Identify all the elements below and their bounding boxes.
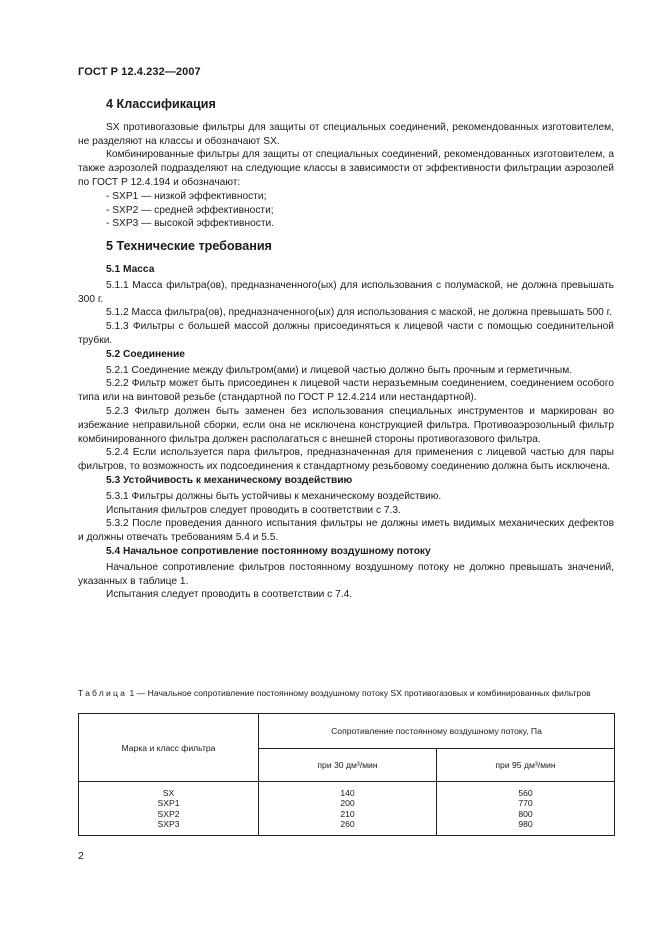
- resistance-value: 140: [340, 787, 355, 798]
- clause-5-2-2: 5.2.2 Фильтр может быть присоединен к лицевой части неразъемным соединением, соединением особого типа или на винтовой резьбе (стандартной по ГОСТ Р 12.4.214 или нестандартной).: [78, 378, 614, 404]
- section-4-paragraph-1: SX противогазовые фильтры для защиты от специальных соединений, рекомендованных изготовителем, не разделяют на классы и обозначают SX.: [78, 121, 614, 147]
- subsection-5-2-title: 5.2 Соединение: [106, 348, 185, 360]
- header-at-95: при 95 дм³/мин: [437, 749, 615, 782]
- subsection-5-4-title: 5.4 Начальное сопротивление постоянному воздушному потоку: [106, 545, 431, 557]
- header-airflow-resistance: Сопротивление постоянному воздушному потоку, Па: [259, 714, 615, 749]
- resistance-95-cell: [437, 782, 615, 836]
- clause-5-3-1: 5.3.1 Фильтры должны быть устойчивы к механическому воздействию.: [106, 490, 442, 502]
- filter-mark: SXP1: [157, 798, 180, 808]
- section-4-title: 4 Классификация: [106, 97, 216, 111]
- filter-mark: SXP3: [157, 819, 180, 829]
- clause-5-1-1: 5.1.1 Масса фильтра(ов), предназначенного(ых) для использования с полумаской, не должна превышать 300 г.: [78, 279, 614, 305]
- clause-5-2-4: 5.2.4 Если используется пара фильтров, предназначенная для применения с лицевой частью для пары фильтров, то возможность их подсоединения к стандартному резьбовому соединению должна быть исключена.: [78, 447, 614, 473]
- section-5-title: 5 Технические требования: [106, 239, 272, 254]
- filter-mark: SX: [162, 787, 175, 798]
- subsection-5-1-title: 5.1 Масса: [106, 263, 155, 275]
- resistance-value: 260: [340, 819, 355, 829]
- resistance-value: 200: [340, 798, 355, 808]
- clause-5-2-3: 5.2.3 Фильтр должен быть заменен без использования специальных инструментов и маркирован во избежание неправильной сборки, если она не исключена конструкцией фильтра. Противоаэрозольный фильтр комбинированного фильтра должен располагаться с внешней стороны противогазового фильтра.: [78, 405, 614, 445]
- resistance-value: 210: [340, 808, 355, 819]
- filter-mark: SXP2: [157, 808, 180, 819]
- table-caption-text: 1 — Начальное сопротивление постоянному воздушному потоку SX противогазовых и комбинированных фильтров: [129, 688, 591, 698]
- clause-5-2-1: 5.2.1 Соединение между фильтром(ами) и лицевой частью должно быть прочным и герметичным.: [106, 364, 573, 376]
- resistance-value: 560: [518, 787, 533, 798]
- class-list-item-sxp2: - SXP2 — средней эффективности;: [106, 204, 274, 216]
- section-4-paragraph-2: Комбинированные фильтры для защиты от специальных соединений, рекомендованных изготовителем, а также аэрозолей подразделяют на следующие классы в зависимости от эффективности фильтрации аэрозолей по ГОСТ Р 12.4.194 и обозначают:: [78, 149, 614, 188]
- table-caption-label: Таблица: [78, 688, 128, 698]
- resistance-value: 980: [518, 819, 533, 829]
- filter-marks-cell: [79, 782, 259, 836]
- clause-5-1-2: 5.1.2 Масса фильтра(ов), предназначенного(ых) для использования с маской, не должна превышать 500 г.: [106, 307, 612, 319]
- header-filter-mark: Марка и класс фильтра: [79, 714, 259, 782]
- document-code-header: ГОСТ Р 12.4.232—2007: [78, 66, 201, 78]
- page-number: 2: [78, 850, 84, 862]
- table-1-caption: [78, 688, 614, 699]
- resistance-value: 770: [518, 798, 533, 808]
- table-1: [78, 713, 615, 836]
- document-body: [78, 98, 614, 602]
- class-list-item-sxp1: - SXP1 — низкой эффективности;: [106, 190, 267, 202]
- resistance-value: 800: [518, 808, 533, 819]
- class-list-item-sxp3: - SXP3 — высокой эффективности.: [106, 218, 275, 230]
- subsection-5-3-title: 5.3 Устойчивость к механическому воздействию: [106, 474, 353, 486]
- clause-5-3-1-test: Испытания фильтров следует проводить в соответствии с 7.3.: [106, 504, 401, 516]
- resistance-30-cell: [259, 782, 437, 836]
- header-at-30: при 30 дм³/мин: [259, 749, 437, 782]
- clause-5-4-text: Начальное сопротивление фильтров постоянному воздушному потоку не должно превышать значений, указанных в таблице 1.: [78, 561, 614, 587]
- clause-5-3-2: 5.3.2 После проведения данного испытания фильтры не должны иметь видимых механических дефектов и должны отвечать требованиям 5.4 и 5.5.: [78, 518, 614, 544]
- clause-5-4-test: Испытания следует проводить в соответствии с 7.4.: [106, 589, 353, 601]
- clause-5-1-3: 5.1.3 Фильтры с большей массой должны присоединяться к лицевой части с помощью соединительной трубки.: [78, 321, 614, 346]
